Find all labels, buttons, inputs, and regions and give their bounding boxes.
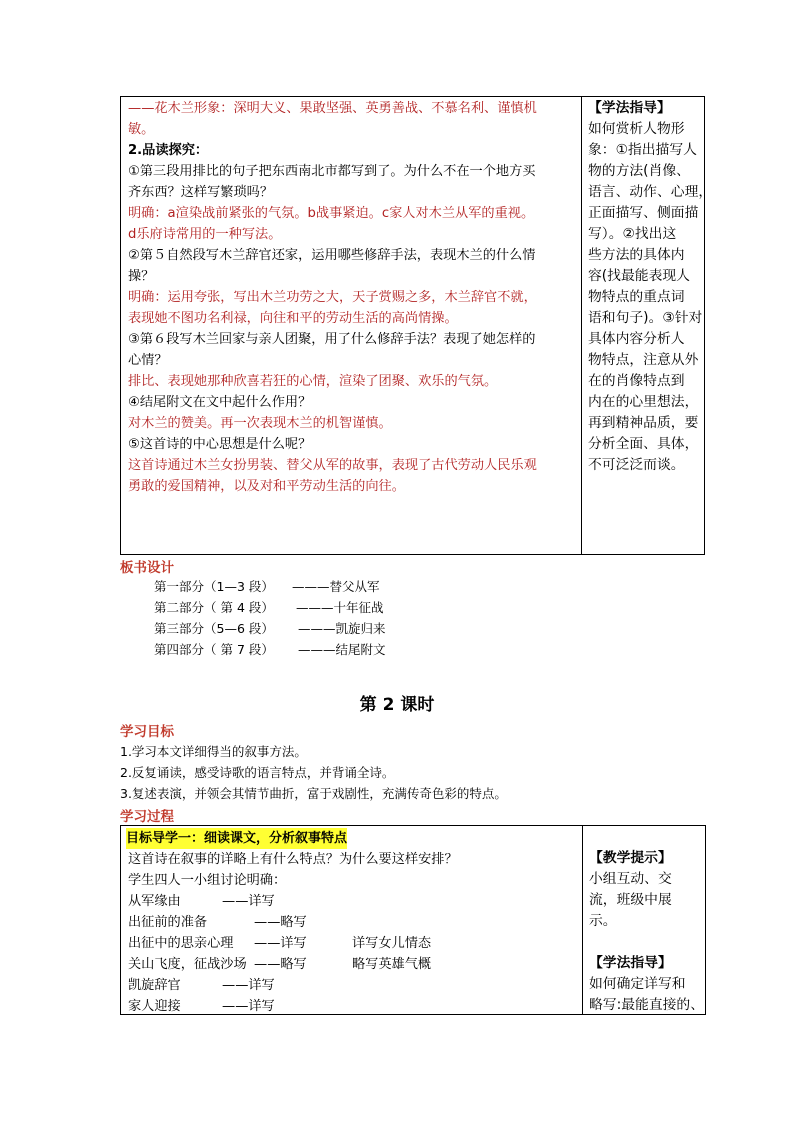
board-design-title: 板书设计 — [120, 560, 174, 576]
analysis-line: ③第６段写木兰回家与亲人团聚，用了什么修辞手法？表现了她怎样的 — [128, 332, 536, 347]
narrative-note: 略写英雄气概 — [352, 957, 432, 972]
analysis-table — [120, 96, 713, 555]
learning-goals-title: 学习目标 — [120, 724, 174, 740]
analysis-line: 操？ — [128, 269, 155, 284]
method-guide-line: 象：①指出描写人 — [588, 142, 697, 158]
method-guide-line: 语言、动作、心理， — [588, 184, 713, 200]
board-part: 第一部分（1—3 段） — [154, 579, 274, 594]
learning-goal: 2.反复诵读，感受诗歌的语言特点，并背诵全诗。 — [120, 765, 395, 780]
narrative-row — [126, 933, 577, 954]
analysis-line: 对木兰的赞美。再一次表现木兰的机智谨慎。 — [128, 416, 392, 431]
narrative-row — [126, 975, 577, 996]
analysis-line: 表现她不图功名利禄，向往和平的劳动生活的高尚情操。 — [128, 311, 458, 326]
board-desc: ———十年征战 — [296, 600, 384, 615]
teaching-tip-title: 【教学提示】 — [589, 850, 672, 866]
method-guide-line: 内在的心里想法， — [588, 394, 699, 410]
method-guide-title: 【学法指导】 — [588, 100, 671, 116]
narrative-question: 这首诗在叙事的详略上有什么特点？为什么要这样安排？ — [128, 852, 458, 867]
board-part: 第四部分（ 第 7 段） — [154, 642, 274, 657]
board-desc: ———结尾附文 — [298, 642, 386, 657]
narrative-row — [126, 996, 577, 1017]
method-guide-line: 些方法的具体内 — [588, 247, 685, 263]
narrative-row — [126, 954, 577, 975]
analysis-line: ④结尾附文在文中起什么作用？ — [128, 395, 312, 410]
board-desc: ———凯旋归来 — [298, 621, 386, 636]
narrative-item: 凯旋辞官 — [128, 978, 181, 993]
analysis-line: 这首诗通过木兰女扮男装、替父从军的故事，表现了古代劳动人民乐观 — [128, 458, 537, 473]
narrative-item: 家人迎接 — [128, 999, 181, 1014]
narrative-mark: ——详写 — [222, 894, 275, 909]
narrative-item: 出征中的思亲心理 — [128, 936, 234, 951]
board-item — [154, 639, 386, 660]
analysis-line: ①第三段用排比的句子把东西南北市都写到了。为什么不在一个地方买 — [128, 164, 536, 179]
learning-goal: 3.复述表演，并领会其情节曲折，富于戏剧性，充满传奇色彩的特点。 — [120, 786, 507, 801]
narrative-note: 详写女儿情态 — [352, 936, 432, 951]
narrative-item: 关山飞度，征战沙场 — [128, 957, 247, 972]
process-table — [120, 825, 706, 1015]
analysis-main-column — [121, 97, 582, 554]
method-guide-line: 物特点，注意从外 — [588, 352, 699, 368]
narrative-item: 从军缘由 — [128, 894, 181, 909]
process-side-column — [583, 826, 705, 1014]
narrative-mark: ——详写 — [254, 936, 307, 951]
teaching-tip-line: 小组互动、交 — [589, 871, 672, 887]
analysis-line: 2.品读探究： — [128, 143, 209, 158]
method-guide-line: 具体内容分析人 — [588, 331, 685, 347]
analysis-line: 勇敢的爱国精神，以及对和平劳动生活的向往。 — [128, 479, 405, 494]
board-part: 第二部分（ 第 4 段） — [154, 600, 274, 615]
board-item — [154, 618, 386, 639]
method-guide-line: 分析全面、具体， — [588, 436, 699, 452]
method-guide-line: 写）。②找出这 — [588, 226, 677, 242]
analysis-line: 心情？ — [128, 353, 168, 368]
narrative-mark: ——略写 — [254, 957, 307, 972]
method-guide-line: 如何赏析人物形 — [588, 121, 685, 137]
method-guide-line: 物特点的重点词 — [588, 289, 685, 305]
learning-process-title: 学习过程 — [120, 809, 174, 825]
narrative-row — [126, 912, 577, 933]
analysis-line: 明确：运用夸张，写出木兰功劳之大，天子赏赐之多，木兰辞官不就， — [128, 290, 537, 305]
analysis-line: 排比、表现她那种欣喜若狂的心情，渲染了团聚、欢乐的气氛。 — [128, 374, 498, 389]
board-part: 第三部分（5—6 段） — [154, 621, 274, 636]
analysis-line: d乐府诗常用的一种写法。 — [128, 227, 282, 242]
method-guide-column — [582, 97, 713, 554]
method-guide-line: 正面描写、侧面描 — [588, 205, 699, 221]
narrative-item: 出征前的准备 — [128, 915, 208, 930]
board-desc: ———替父从军 — [292, 579, 380, 594]
method-guide-line: 容(找最能表现人 — [588, 268, 690, 284]
method-guide-line: 不可泛泛而谈。 — [588, 457, 685, 473]
learning-goal: 1.学习本文详细得当的叙事方法。 — [120, 744, 307, 759]
narrative-mark: ——略写 — [254, 915, 307, 930]
analysis-line: ②第５自然段写木兰辞官还家，运用哪些修辞手法，表现木兰的什么情 — [128, 248, 536, 263]
method-guide-line: 略写:最能直接的、 — [589, 997, 705, 1013]
analysis-line: ⑤这首诗的中心思想是什么呢？ — [128, 437, 312, 452]
method-guide-line: 再到精神品质，要 — [588, 415, 699, 431]
method-guide-line: 如何确定详写和 — [589, 976, 686, 992]
process-main-column — [121, 826, 583, 1014]
narrative-row — [126, 891, 577, 912]
teaching-tip-line: 示。 — [589, 913, 617, 929]
analysis-line: ——花木兰形象：深明大义、果敢坚强、英勇善战、不慕名利、谨慎机 — [128, 101, 537, 116]
analysis-line: 齐东西？这样写繁琐吗？ — [128, 185, 274, 200]
method-guide-line: 在的肖像特点到 — [588, 373, 685, 389]
method-guide-title-2: 【学法指导】 — [589, 955, 672, 971]
analysis-line: 敏。 — [128, 122, 155, 137]
narrative-mark: ——详写 — [222, 999, 275, 1014]
method-guide-line: 语和句子)。③针对 — [588, 310, 703, 326]
board-item — [154, 597, 384, 618]
narrative-mark: ——详写 — [222, 978, 275, 993]
analysis-line: 明确：a渲染战前紧张的气氛。b战事紧迫。c家人对木兰从军的重视。 — [128, 206, 535, 221]
board-item — [154, 576, 380, 597]
discussion-prompt: 学生四人一小组讨论明确： — [128, 873, 287, 888]
lesson-title: 第 2 课时 — [359, 695, 435, 715]
teaching-tip-line: 流，班级中展 — [589, 892, 672, 908]
method-guide-line: 物的方法(肖像、 — [588, 163, 690, 179]
guide-title: 目标导学一：细读课文，分析叙事特点 — [126, 828, 347, 849]
